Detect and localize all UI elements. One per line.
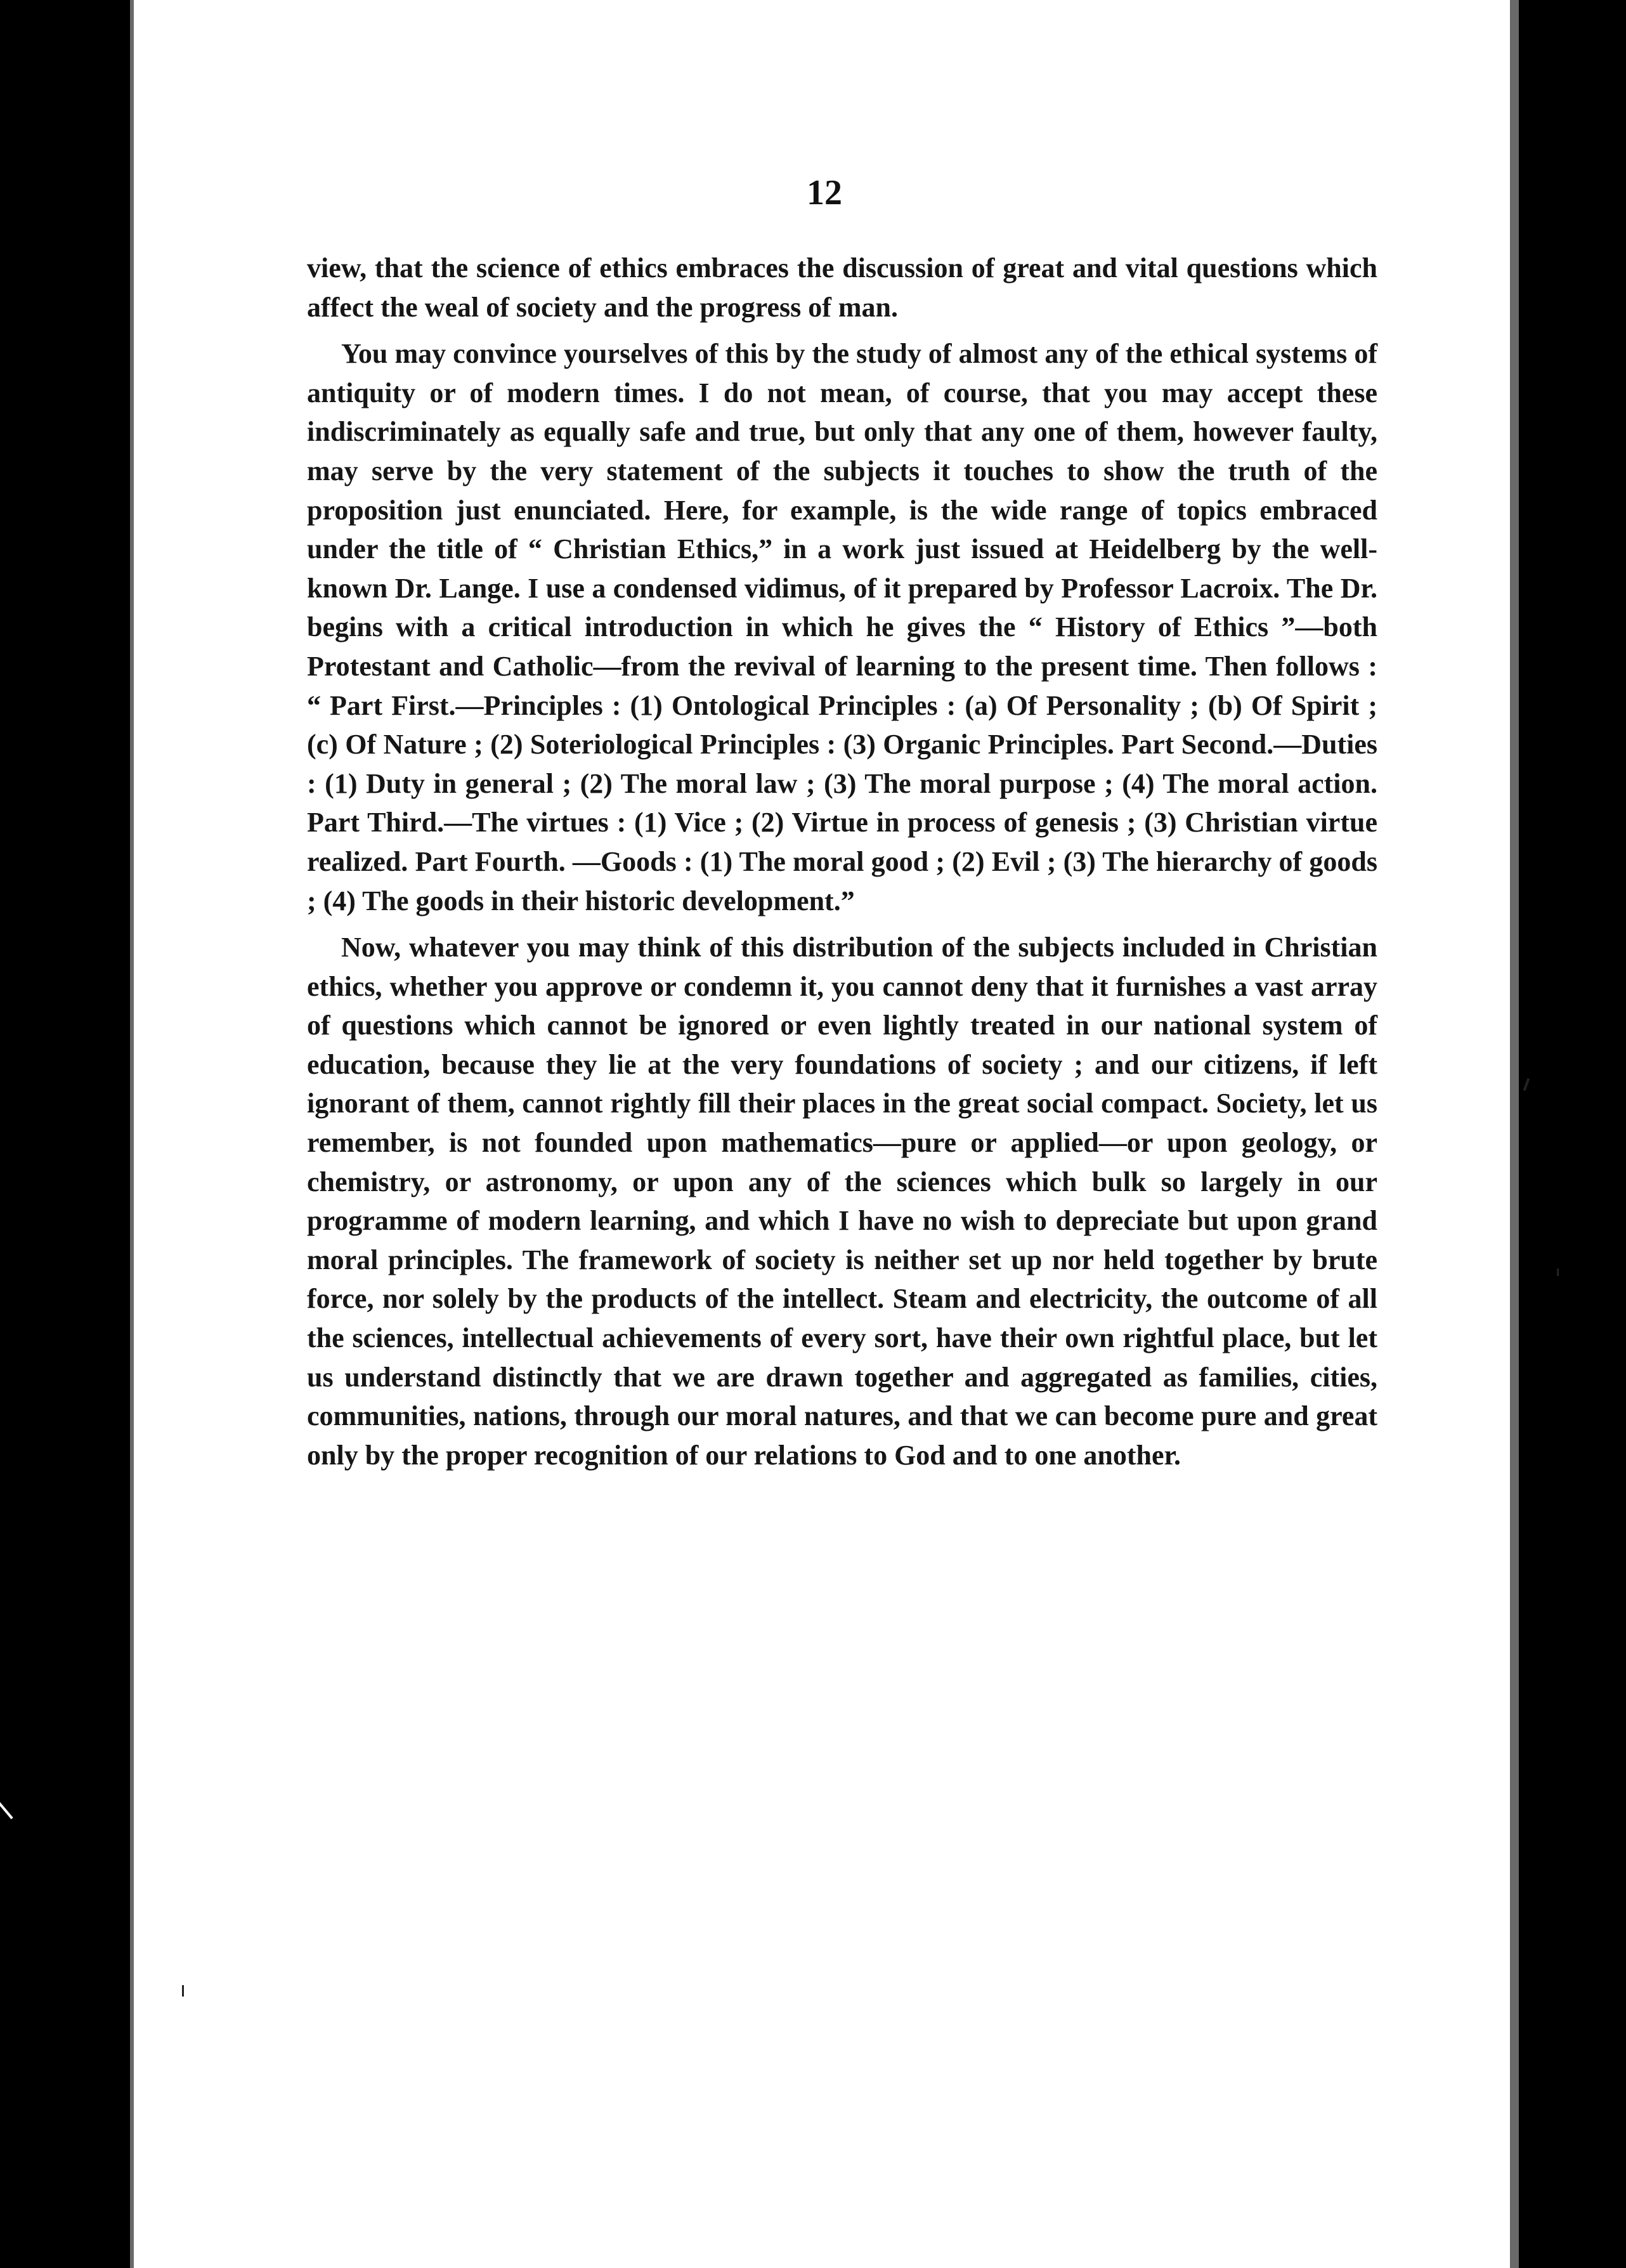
page-speck [1557, 1268, 1559, 1276]
page-right-edge [1510, 0, 1519, 2268]
binding-mark [0, 1786, 26, 1820]
paragraph-2: You may convince yourselves of this by the study of almost any of the ethical systems of antiquity or of modern times. I do not mean, of course, that you may accept these indiscriminately as equally safe and true, but only that any one of them, however faulty, may serve by the very statement of the subjects it touches to show the truth of the proposition just enunciated. Here, for example, is the wide range of topics embraced under the title of “ Christian Ethics,” in a work just issued at Heidelberg by the well-known Dr. Lange. I use a condensed vidimus, of it prepared by Professor Lacroix. The Dr. begins with a critical introduction in which he gives the “ History of Ethics ”—both Protestant and Catholic—from the revival of learning to the present time. Then follows : “ Part First.—Principles : (1) Ontological Principles : (a) Of Personality ; (b) Of Spirit ; (c) Of Nature ; (2) Soteriological Principles : (3) Organic Principles. Part Second.—Duties : (1) Duty in general ; (2) The moral law ; (3) The moral purpose ; (4) The moral action. Part Third.—The virtues : (1) Vice ; (2) Virtue in process of genesis ; (3) Christian virtue realized. Part Fourth. —Goods : (1) The moral good ; (2) Evil ; (3) The hierarchy of goods ; (4) The goods in their historic development.” [307, 338, 1377, 916]
page-speck [182, 1985, 184, 1997]
paragraph-3: Now, whatever you may think of this distribution of the subjects included in Christian ethics, whether you approve or condemn it, you cannot deny that it furnishes a vast array of questions which cannot be ignored or even lightly treated in our national system of education, because they lie at the very foundations of society ; and our citizens, if left ignorant of them, cannot rightly fill their places in the great social compact. Society, let us remember, is not founded upon mathematics—pure or applied—or upon geology, or chemistry, or astronomy, or upon any of the sciences which bulk so largely in our programme of modern learning, and which I have no wish to depreciate but upon grand moral principles. The framework of society is neither set up nor held together by brute force, nor solely by the products of the intellect. Steam and electricity, the outcome of all the sciences, intellectual achievements of every sort, have their own rightful place, but let us understand distinctly that we are drawn together and aggregated as families, cities, communities, nations, through our moral natures, and that we can become pure and great only by the proper recognition of our relations to God and to one another. [307, 932, 1377, 1471]
page-speck [1523, 1078, 1530, 1091]
page-left-edge [130, 0, 134, 2268]
body-text [307, 249, 1377, 1482]
paragraph-1: view, that the science of ethics embraces the discussion of great and vital questions which affect the weal of society and the progress of man. [307, 252, 1377, 323]
page-number: 12 [807, 173, 842, 212]
